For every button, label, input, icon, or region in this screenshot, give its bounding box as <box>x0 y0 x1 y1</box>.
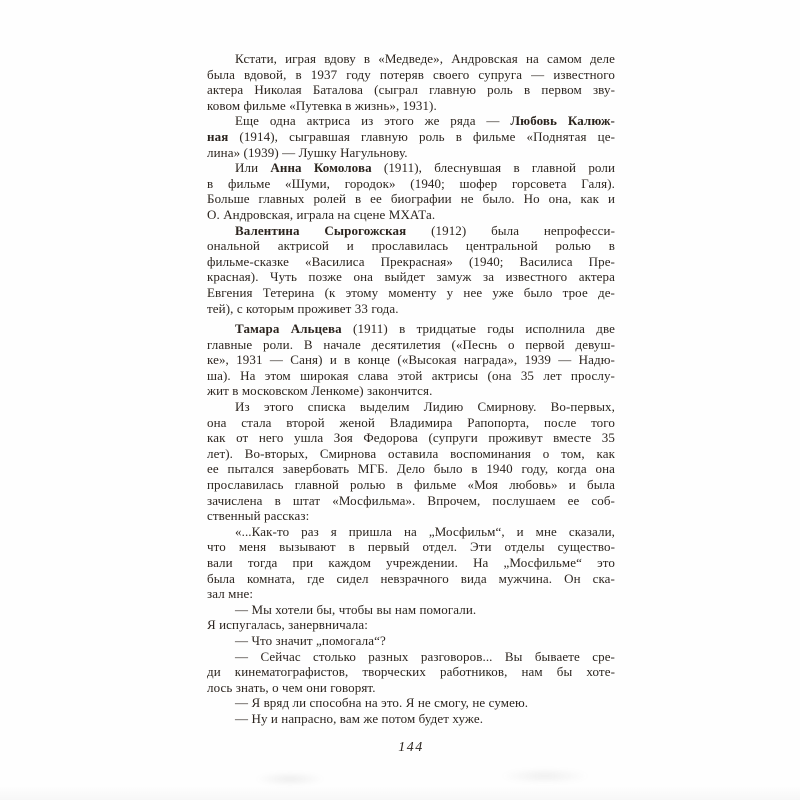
text-line <box>207 711 615 727</box>
text-segment: ди кинематографистов, творческих работников, нам бы хоте- <box>207 664 615 680</box>
text-line <box>207 602 615 618</box>
page-text <box>207 51 615 727</box>
text-line <box>207 98 615 114</box>
paragraph <box>207 51 615 113</box>
text-segment: лет). Во-вторых, Смирнова оставила воспоминания о том, как <box>207 445 615 461</box>
text-line <box>207 695 615 711</box>
text-segment: ее пытался завербовать МГБ. Дело было в 1940 году, когда она <box>207 461 615 477</box>
text-segment: Больше главных ролей в ее биографии не было. Но она, как и <box>207 191 615 207</box>
text-segment: О. Андровская, играла на сцене МХАТа. <box>207 206 436 222</box>
text-line <box>207 51 615 67</box>
text-line <box>207 301 615 317</box>
paragraph <box>207 617 615 633</box>
text-line <box>207 399 615 415</box>
text-line <box>207 446 615 462</box>
text-segment: ственный рассказ: <box>207 508 310 524</box>
bold-text: Валентина Сырогожская <box>235 222 407 238</box>
text-segment: прославилась главной ролью в фильме «Моя любовь» и была <box>207 477 615 493</box>
text-line <box>207 571 615 587</box>
page-number: 144 <box>398 740 424 755</box>
scan-artifact <box>500 768 590 784</box>
bold-text: Любовь Калюж- <box>510 113 615 129</box>
text-line <box>207 337 615 353</box>
paragraph <box>207 399 615 524</box>
text-segment: ша). На этом широкая слава этой актрисы (она 35 лет прослу- <box>207 367 615 383</box>
text-line <box>207 254 615 270</box>
text-segment: Евгения Тетерина (к этому моменту у нее уже было трое де- <box>207 284 615 300</box>
paragraph <box>207 633 615 649</box>
text-segment: тей), с которым проживет 33 года. <box>207 300 399 316</box>
text-segment: Или <box>235 160 271 176</box>
paragraph <box>207 649 615 696</box>
text-segment: — Что значит „помогала“? <box>235 632 386 648</box>
paragraph <box>207 113 615 160</box>
text-line <box>207 176 615 192</box>
paragraph <box>207 321 615 399</box>
text-segment: — Мы хотели бы, чтобы вы нам помогали. <box>235 601 477 617</box>
text-segment: — Я вряд ли способна на это. Я не смогу, не сумею. <box>235 695 529 711</box>
scan-artifact <box>255 772 325 786</box>
text-segment: (1912) была непрофесси- <box>406 222 615 238</box>
paragraph <box>207 223 615 317</box>
text-segment: ке», 1931 — Саня) и в конце («Высокая награда», 1939 — Надю- <box>207 352 615 368</box>
paragraph <box>207 524 615 602</box>
text-line <box>207 493 615 509</box>
paragraph <box>207 711 615 727</box>
text-segment: главные роли. В начале десятилетия («Песнь о первой девуш- <box>207 336 615 352</box>
text-line <box>207 145 615 161</box>
text-line <box>207 649 615 665</box>
text-segment: (1911) в тридцатые годы исполнила две <box>341 321 615 337</box>
text-line <box>207 383 615 399</box>
text-line <box>207 508 615 524</box>
text-segment: жит в московском Ленкоме) закончится. <box>207 383 433 399</box>
text-segment: «...Как-то раз я пришла на „Мосфильм“, и мне сказали, <box>235 523 615 539</box>
bold-text: ная <box>207 128 229 144</box>
text-line <box>207 633 615 649</box>
text-segment: Еще одна актриса из этого же ряда — <box>235 113 511 129</box>
text-line <box>207 207 615 223</box>
text-line <box>207 67 615 83</box>
text-line <box>207 238 615 254</box>
text-segment: (1914), сыгравшая главную роль в фильме «Поднятая це- <box>228 128 615 144</box>
text-segment: Я испугалась, занервничала: <box>207 617 368 633</box>
paragraph <box>207 695 615 711</box>
text-line <box>207 617 615 633</box>
text-segment: зачислена в штат «Мосфильма». Впрочем, послушаем ее соб- <box>207 492 615 508</box>
text-segment: ональной актрисой и прославилась центральной ролью в <box>207 238 615 254</box>
text-line <box>207 415 615 431</box>
text-line <box>207 269 615 285</box>
text-line <box>207 223 615 239</box>
bold-text: Тамара Альцева <box>235 321 342 337</box>
text-line <box>207 555 615 571</box>
text-line <box>207 160 615 176</box>
text-line <box>207 430 615 446</box>
bold-text: Анна Комолова <box>270 160 372 176</box>
paragraph <box>207 160 615 222</box>
text-segment: ковом фильме «Путевка в жизнь», 1931). <box>207 97 437 113</box>
text-line <box>207 586 615 602</box>
text-segment: была комната, где сидел невзрачного вида мужчина. Он ска- <box>207 570 615 586</box>
text-line <box>207 285 615 301</box>
text-segment: вали тогда при каждом учреждении. На „Мосфильме“ это <box>207 555 615 570</box>
text-segment: лина» (1939) — Лушку Нагульнову. <box>207 144 408 160</box>
text-line <box>207 113 615 129</box>
text-line <box>207 191 615 207</box>
text-line <box>207 680 615 696</box>
text-segment: Кстати, играя вдову в «Медведе», Андровская на самом деле <box>235 51 615 66</box>
text-line <box>207 539 615 555</box>
text-segment: красная). Чуть позже она выйдет замуж за известного актера <box>207 269 615 285</box>
text-segment: Из этого списка выделим Лидию Смирнову. Во-первых, <box>235 399 615 415</box>
text-segment: — Сейчас столько разных разговоров... Вы бываете сре- <box>235 648 615 664</box>
text-line <box>207 477 615 493</box>
text-line <box>207 321 615 337</box>
text-segment: (1911), блеснувшая в главной роли <box>371 160 616 176</box>
text-segment: была вдовой, в 1937 году потеряв своего супруга — известного <box>207 66 615 82</box>
text-segment: фильме-сказке «Василиса Прекрасная» (1940; Василиса Пре- <box>207 253 615 269</box>
text-segment: актера Николая Баталова (сыграл главную роль в первом зву- <box>207 82 615 98</box>
text-segment: зал мне: <box>207 586 254 602</box>
text-line <box>207 129 615 145</box>
text-segment: она стала второй женой Владимира Рапопорта, после того <box>207 414 615 430</box>
text-segment: в фильме «Шуми, городок» (1940; шофер горсовета Галя). <box>207 175 615 191</box>
text-segment: лось знать, о чем они говорят. <box>207 679 376 695</box>
page-edge-shadow <box>0 786 800 800</box>
text-line <box>207 524 615 540</box>
text-line <box>207 82 615 98</box>
text-line <box>207 461 615 477</box>
text-line <box>207 352 615 368</box>
text-segment: — Ну и напрасно, вам же потом будет хуже. <box>235 710 484 726</box>
text-line <box>207 368 615 384</box>
paragraph <box>207 602 615 618</box>
text-segment: что меня вызывают в первый отдел. Эти отделы существо- <box>207 539 615 555</box>
text-segment: как от него ушла Зоя Федорова (супруги проживут вместе 35 <box>207 430 615 446</box>
text-line <box>207 664 615 680</box>
